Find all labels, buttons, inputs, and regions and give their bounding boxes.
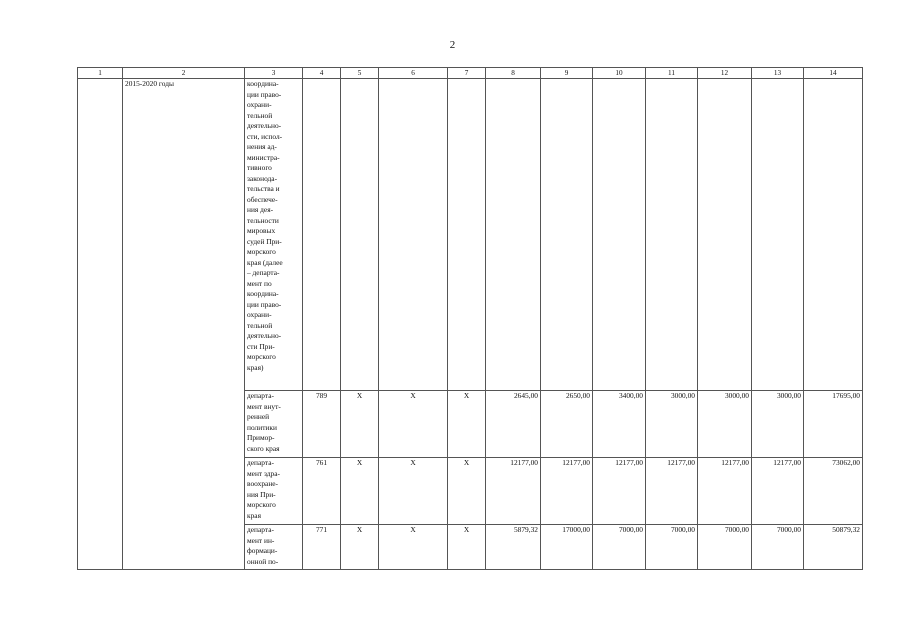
cell-amount-2018: 12177,00: [646, 458, 698, 525]
cell-code: 771: [303, 525, 341, 570]
cell-empty: [379, 79, 448, 391]
cell-empty: [698, 79, 752, 391]
cell-amount-2019: 7000,00: [698, 525, 752, 570]
cell-amount-2020: 3000,00: [752, 391, 804, 458]
cell-amount-2017: 3400,00: [593, 391, 646, 458]
executor-text: координа- ции право- охрани- тельной деятельно- сти, испол- нения ад- министра- тивного законода- тельства и обеспече- ния дея- тельности мировых судей При- морского края (далее – департа- мент по координа- ции право- охрани- тельной деятельно- сти При- морского края): [247, 79, 283, 372]
cell-amount-2015: 2645,00: [486, 391, 541, 458]
col-header-10: 10: [593, 68, 646, 79]
executor-text: департа- мент здра- воохране- ния При- морского края: [247, 458, 280, 520]
budget-table: [77, 67, 863, 570]
cell-amount-2015: 12177,00: [486, 458, 541, 525]
col-header-5: 5: [341, 68, 379, 79]
cell-col7: Х: [448, 458, 486, 525]
col-header-8: 8: [486, 68, 541, 79]
cell-amount-2017: 7000,00: [593, 525, 646, 570]
cell-empty: [646, 79, 698, 391]
col-header-6: 6: [379, 68, 448, 79]
cell-amount-2016: 12177,00: [541, 458, 593, 525]
cell-amount-total: 17695,00: [804, 391, 863, 458]
cell-amount-2019: 3000,00: [698, 391, 752, 458]
cell-empty: [303, 79, 341, 391]
col-header-13: 13: [752, 68, 804, 79]
col-header-1: 1: [78, 68, 123, 79]
cell-col5: Х: [341, 525, 379, 570]
cell-col1: [78, 79, 123, 570]
col-header-11: 11: [646, 68, 698, 79]
cell-col6: Х: [379, 458, 448, 525]
col-header-2: 2: [123, 68, 245, 79]
cell-amount-2019: 12177,00: [698, 458, 752, 525]
col-header-14: 14: [804, 68, 863, 79]
cell-amount-total: 50879,32: [804, 525, 863, 570]
cell-executor: [245, 79, 303, 391]
col-header-7: 7: [448, 68, 486, 79]
page-number: 2: [449, 39, 456, 51]
cell-code: 761: [303, 458, 341, 525]
col-header-12: 12: [698, 68, 752, 79]
cell-executor: [245, 525, 303, 570]
cell-amount-2018: 3000,00: [646, 391, 698, 458]
cell-amount-2016: 17000,00: [541, 525, 593, 570]
cell-amount-2020: 7000,00: [752, 525, 804, 570]
col-header-4: 4: [303, 68, 341, 79]
cell-code: 789: [303, 391, 341, 458]
cell-col7: Х: [448, 391, 486, 458]
col-header-9: 9: [541, 68, 593, 79]
cell-col6: Х: [379, 525, 448, 570]
cell-executor: [245, 391, 303, 458]
cell-executor: [245, 458, 303, 525]
cell-empty: [752, 79, 804, 391]
cell-empty: [804, 79, 863, 391]
cell-empty: [341, 79, 379, 391]
cell-amount-2016: 2650,00: [541, 391, 593, 458]
cell-col5: Х: [341, 458, 379, 525]
executor-text: департа- мент ин- формаци- онной по-: [247, 525, 279, 566]
cell-amount-2017: 12177,00: [593, 458, 646, 525]
period-text: 2015-2020 годы: [125, 79, 174, 88]
cell-period: [123, 79, 245, 570]
cell-amount-total: 73062,00: [804, 458, 863, 525]
cell-empty: [593, 79, 646, 391]
cell-empty: [541, 79, 593, 391]
cell-col7: Х: [448, 525, 486, 570]
cell-amount-2018: 7000,00: [646, 525, 698, 570]
cell-col6: Х: [379, 391, 448, 458]
cell-empty: [448, 79, 486, 391]
executor-text: департа- мент внут- ренней политики Примор- ского края: [247, 391, 281, 453]
col-header-3: 3: [245, 68, 303, 79]
cell-amount-2015: 5879,32: [486, 525, 541, 570]
header-row: [78, 68, 863, 79]
table-row: [78, 79, 863, 391]
cell-empty: [486, 79, 541, 391]
cell-amount-2020: 12177,00: [752, 458, 804, 525]
cell-col5: Х: [341, 391, 379, 458]
